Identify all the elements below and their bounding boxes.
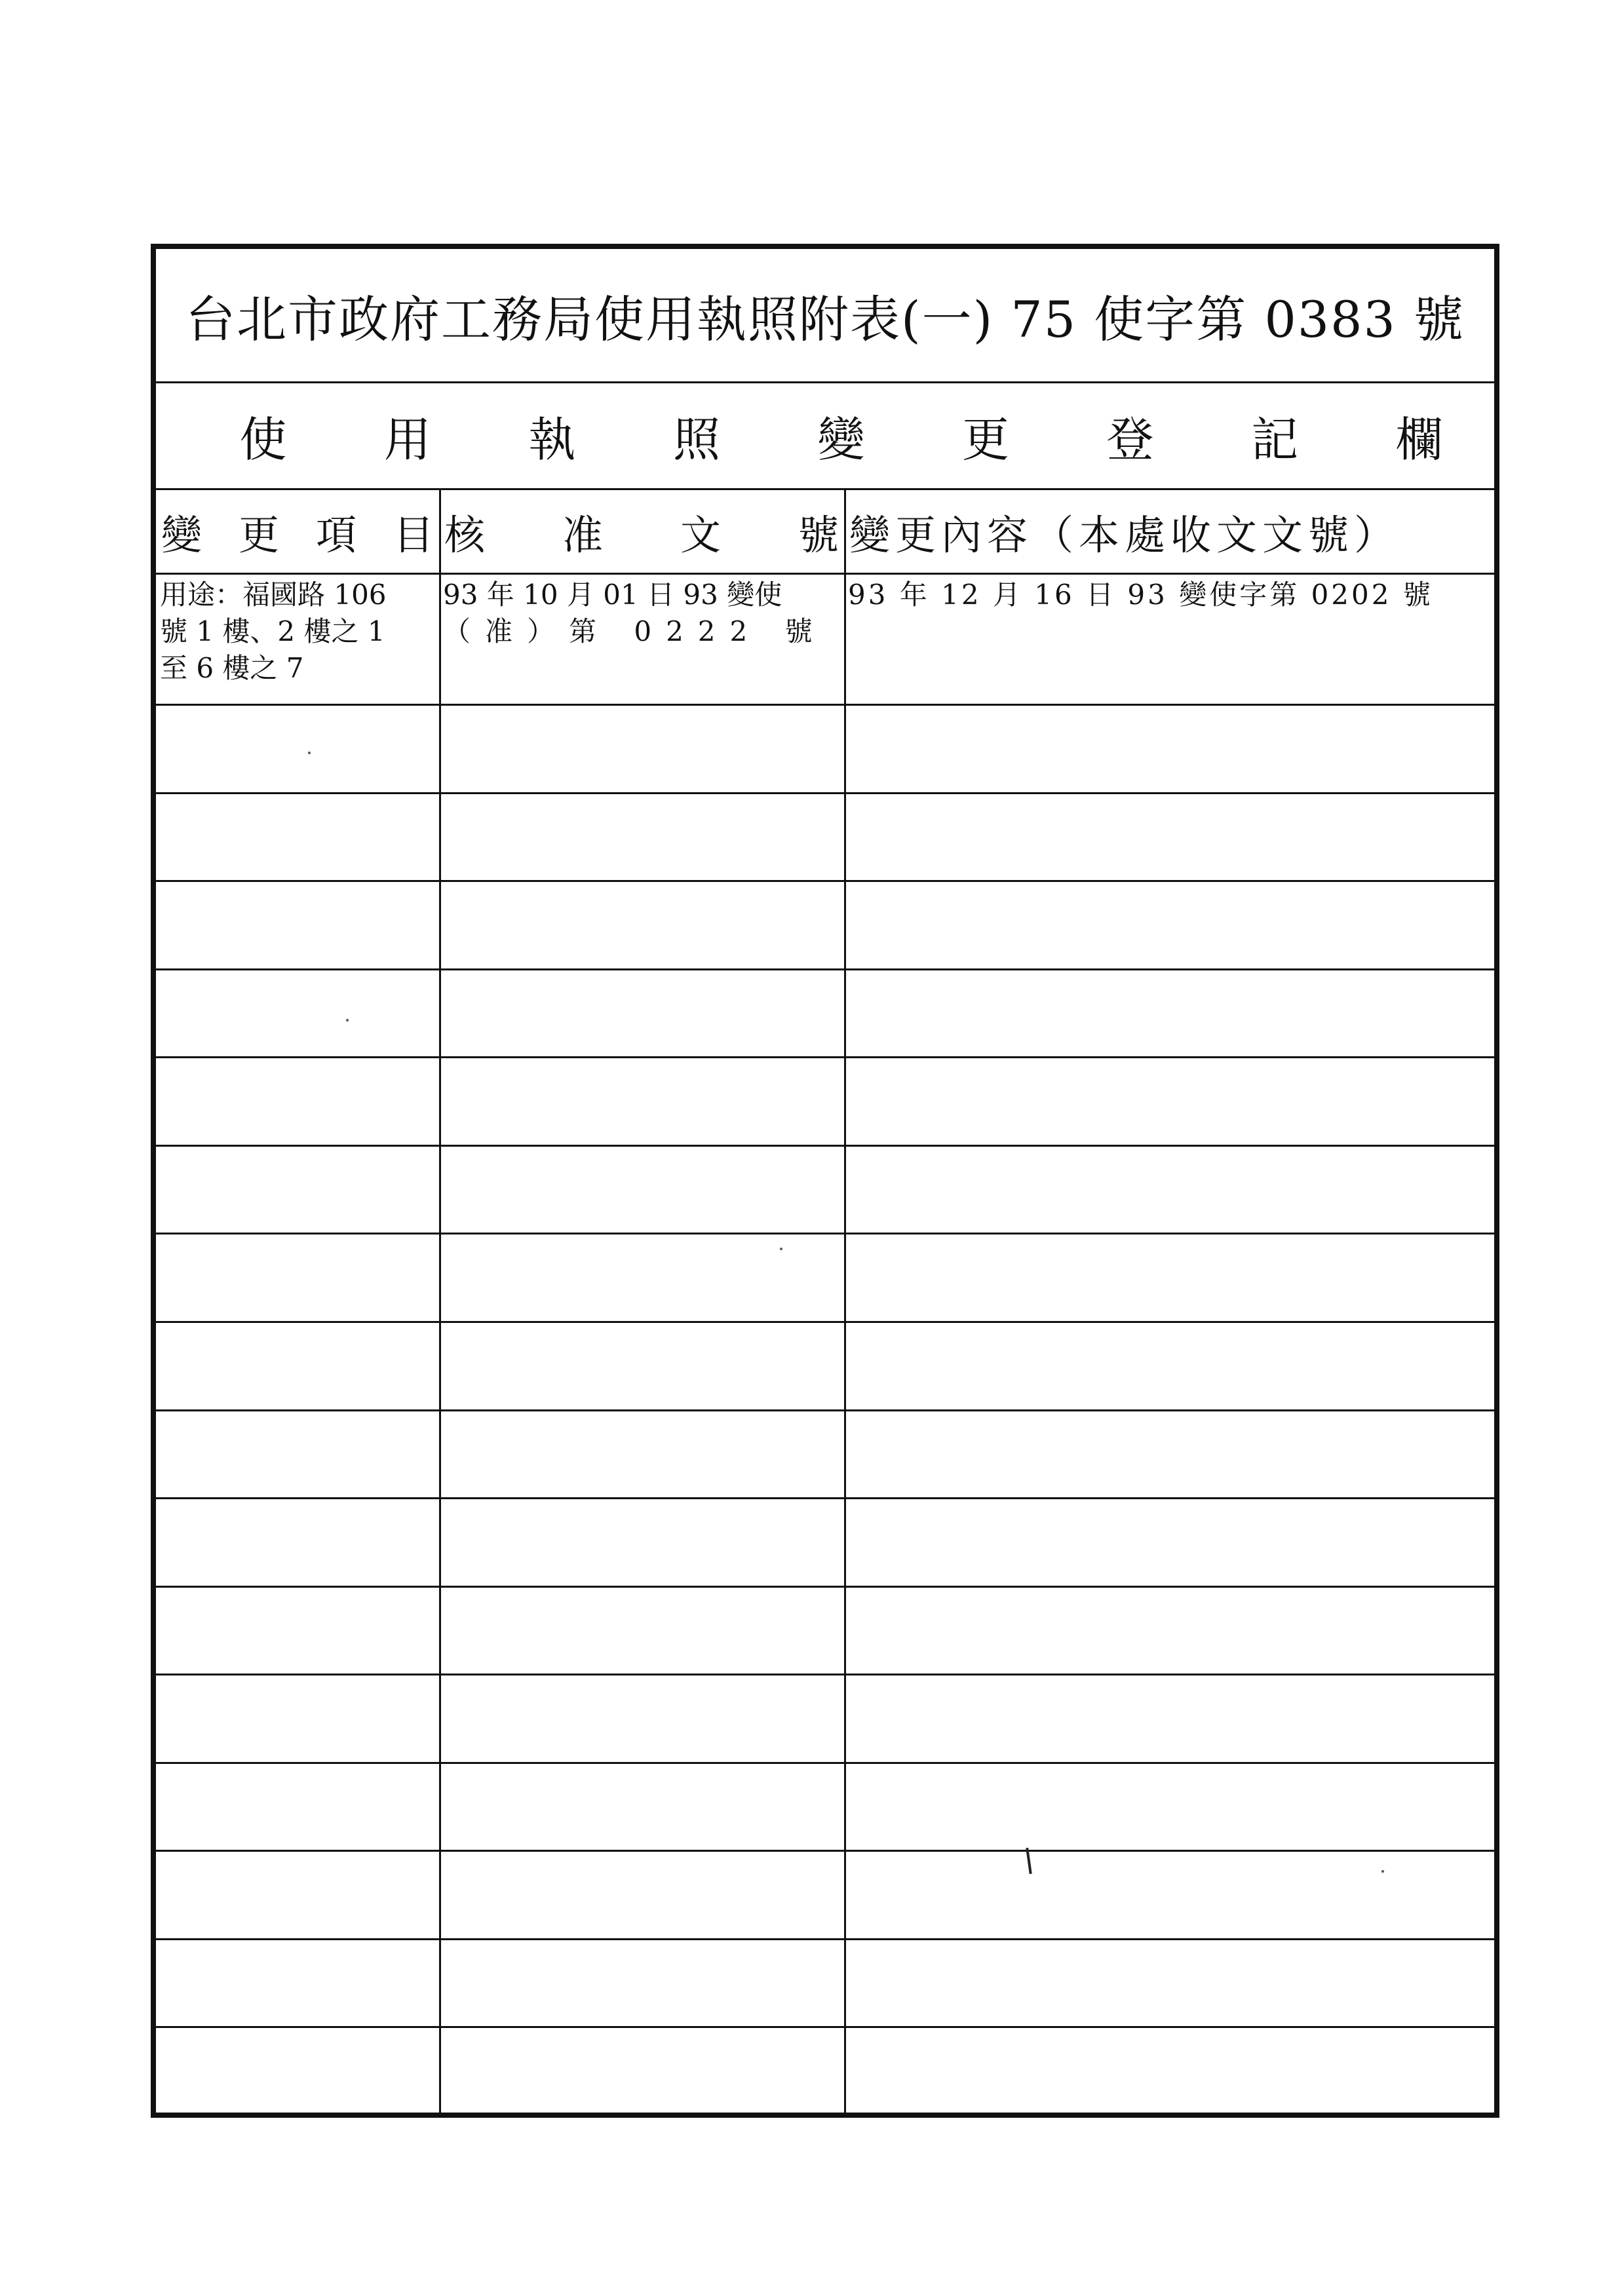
row-rule xyxy=(156,792,1494,794)
row-rule xyxy=(156,1145,1494,1147)
approval-number-cell: 93 年 10 月 01 日 93 變使 （准）第 0222 號 xyxy=(443,579,827,647)
column-divider xyxy=(844,490,846,2114)
section-heading-char: 照 xyxy=(672,412,720,467)
section-heading-char: 變 xyxy=(817,412,865,467)
row-rule xyxy=(156,968,1494,970)
column-divider xyxy=(439,490,441,2114)
section-heading-char: 記 xyxy=(1251,412,1299,467)
row-rule xyxy=(156,1850,1494,1852)
row-rule xyxy=(156,1497,1494,1499)
scan-speck xyxy=(1381,1870,1384,1873)
row-rule xyxy=(156,1674,1494,1675)
row-rule xyxy=(156,1409,1494,1411)
section-heading-char: 欄 xyxy=(1395,412,1443,467)
change-content-cell: 93 年 12 月 16 日 93 變使字第 0202 號 xyxy=(848,579,1433,611)
scan-speck xyxy=(346,1019,349,1022)
row-rule xyxy=(156,2026,1494,2028)
section-heading-char: 使 xyxy=(239,412,287,467)
section-heading-char: 用 xyxy=(383,412,431,467)
scan-speck xyxy=(780,1248,782,1250)
row-rule xyxy=(156,1056,1494,1058)
column-header-approval-number: 核 准 文 號 xyxy=(444,510,839,559)
license-sheet xyxy=(151,244,1499,2118)
row-rule xyxy=(156,1938,1494,1940)
column-header-change-content: 變更內容（本處收文文號） xyxy=(849,510,1400,559)
change-register-table xyxy=(156,490,1494,2114)
row-rule xyxy=(156,1762,1494,1764)
table-row xyxy=(156,573,1494,706)
row-rule xyxy=(156,1586,1494,1588)
row-rule xyxy=(156,880,1494,882)
section-heading-char: 登 xyxy=(1106,412,1154,467)
change-item-cell: 用途：福國路 106 號 1 樓、2 樓之 1 至 6 樓之 7 xyxy=(160,579,387,684)
section-heading xyxy=(156,383,1494,490)
column-header-change-item: 變 更 項 目 xyxy=(161,510,434,559)
scan-speck xyxy=(308,752,311,754)
table-header-row xyxy=(156,490,1494,575)
section-heading-char: 執 xyxy=(528,412,576,467)
section-heading-char: 更 xyxy=(962,412,1010,467)
row-rule xyxy=(156,1321,1494,1323)
page-title: 台北市政府工務局使用執照附表(一) 75 使字第 0383 號 xyxy=(156,249,1494,383)
row-rule xyxy=(156,1233,1494,1234)
